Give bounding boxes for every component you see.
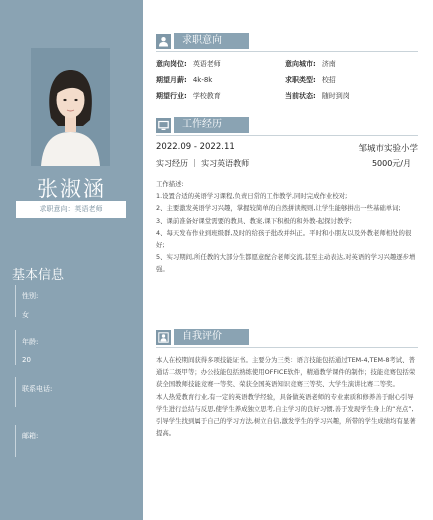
profile-photo	[31, 48, 110, 166]
basic-label: 邮箱:	[22, 432, 39, 440]
experience-school: 邹城市实验小学	[358, 144, 418, 154]
basic-item-age	[22, 337, 38, 364]
basic-label: 年龄:	[22, 338, 39, 346]
kv-label: 意向城市:	[285, 60, 316, 68]
section-rule	[156, 51, 418, 52]
intent-badge: 求职意向：英语老师	[16, 201, 126, 218]
experience-description	[156, 178, 418, 276]
people-icon	[156, 34, 171, 49]
eval-paragraph: 本人在校期间获得多项技能证书。主要分为三类：语言技能包括通过TEM-4,TEM-8考试、普通话二级甲等；办公技能包括熟练使用OFFICE软件，精通教学课件的制作；技能竞赛包括荣获全国教师技能竞赛一等奖、荣获全国英语知识竞赛三等奖、大学生演讲比赛二等奖。	[156, 356, 416, 389]
kv-label: 期望月薪:	[156, 76, 187, 84]
candidate-name: 张淑涵	[37, 177, 106, 201]
self-eval-text	[156, 354, 418, 439]
desc-line: 3、课前准备好课堂需要的教具、教案,课下积极的和外教-起探讨教学;	[156, 216, 352, 225]
section-rule	[156, 135, 418, 136]
kv-label: 意向岗位:	[156, 60, 187, 68]
monitor-icon	[156, 118, 171, 133]
experience-role: 实习经历 ｜ 实习英语教师	[156, 159, 250, 168]
sidebar	[0, 0, 143, 520]
desc-line: 2、主要激发英语学习兴趣，掌握较简单的自然拼读规则,让学生能够拼出一些基础单词;	[156, 204, 401, 213]
kv-label: 求职类型:	[285, 76, 316, 84]
kv-value: 济南	[321, 60, 336, 68]
kv-value: 4k-8k	[192, 76, 213, 84]
kv-value: 学校教育	[192, 92, 221, 100]
intent-city	[285, 59, 336, 69]
section-title: 自我评价	[174, 329, 249, 345]
basic-item-gender	[22, 291, 38, 320]
desc-line: 5、实习期间,所任教的大部分生都愿意配合老师交流,甚至主动表达,对英语的学习兴趣逐步增强。	[156, 253, 416, 274]
divider	[15, 377, 16, 407]
experience-header	[156, 117, 249, 133]
experience-date: 2022.09 - 2022.11	[156, 142, 235, 152]
intent-position	[156, 59, 221, 69]
intent-type	[285, 75, 336, 85]
basic-item-phone	[22, 384, 52, 394]
intent-status	[285, 91, 350, 101]
divider	[15, 285, 16, 317]
person-icon	[156, 330, 171, 345]
divider	[15, 425, 16, 457]
experience-salary: 5000元/月	[371, 159, 411, 168]
kv-value: 随时到岗	[321, 92, 350, 100]
section-title: 工作经历	[174, 117, 249, 133]
kv-label: 期望行业:	[156, 92, 187, 100]
basic-item-email	[22, 431, 38, 441]
kv-value: 英语老师	[192, 60, 221, 68]
basic-value: 20	[22, 356, 31, 364]
kv-label: 当前状态:	[285, 92, 316, 100]
self-eval-header	[156, 329, 249, 345]
divider	[15, 330, 16, 365]
basic-label: 性别:	[22, 292, 39, 300]
section-title: 求职意向	[174, 33, 249, 49]
section-rule	[156, 347, 418, 348]
basic-info-title: 基本信息	[12, 268, 65, 283]
kv-value: 校招	[321, 76, 336, 84]
basic-value: 女	[22, 311, 29, 319]
basic-label: 联系电话:	[22, 385, 53, 393]
eval-paragraph: 本人热爱教育行业,有一定的英语教学经验，具备做英语老师的专业素质和修养善于耐心引导学生进行总结与反思,使学生养成独立思考,自主学习的良好习惯,善于发现学生身上的“亮点”,引导学生找到属于自己的学习方法,树立自信,激发学生的学习兴趣，所带的学生成绩均有显著提高。	[156, 392, 416, 438]
intent-industry	[156, 91, 221, 101]
desc-title: 工作描述:	[156, 180, 184, 188]
desc-line: 4、每天发布作业到班级群,及时的给孩子批改并纠正。平时和小朋友以及外教老师相处的很好;	[156, 228, 412, 250]
job-intent-header	[156, 33, 249, 49]
intent-salary	[156, 75, 212, 85]
desc-line: 1.设置合适的英语学习课程,负责日常的工作教学,同时完成作业校对;	[156, 192, 348, 201]
